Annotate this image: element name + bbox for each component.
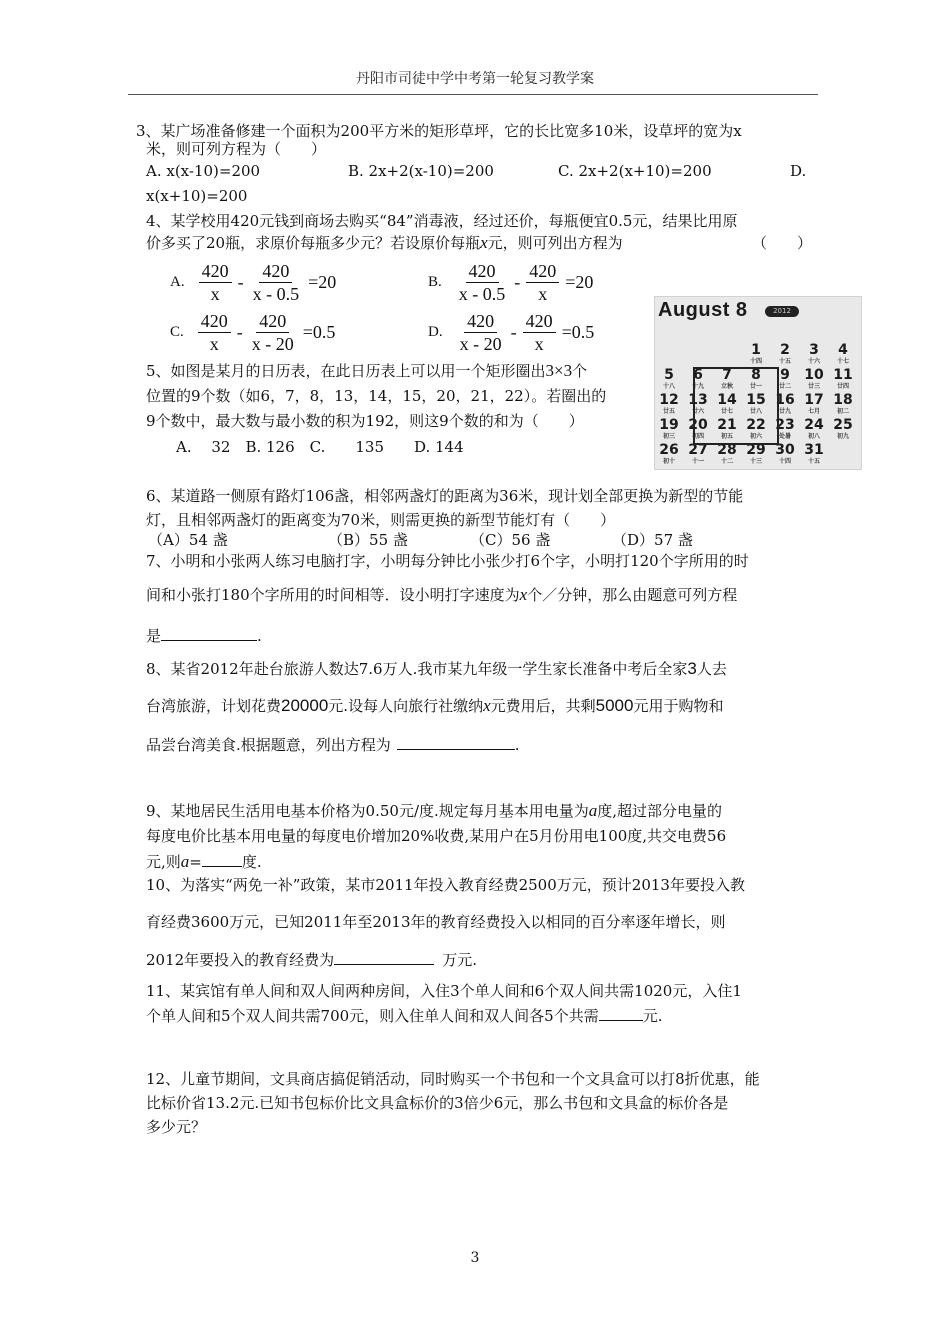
header-rule (128, 94, 818, 95)
calendar-day (831, 393, 855, 415)
calendar-day-lunar: 廿八 (749, 408, 762, 415)
calendar-day (715, 443, 739, 465)
calendar-day-number: 19 (659, 417, 679, 433)
calendar-day-number: 17 (804, 392, 824, 408)
calendar-day (831, 418, 855, 440)
calendar-day-number: 15 (746, 392, 766, 408)
calendar-day-number: 27 (688, 442, 708, 458)
q11-answer-blank[interactable] (599, 1006, 643, 1021)
q6-option-a: （A）54 盏 (148, 531, 228, 549)
calendar-day (802, 368, 826, 390)
q7-answer-blank[interactable] (161, 626, 257, 641)
calendar-day-number: 8 (751, 367, 761, 383)
calendar-day-lunar: 初四 (691, 433, 704, 440)
calendar-day (686, 443, 710, 465)
calendar-day-number: 6 (693, 367, 703, 383)
calendar-day-number: 30 (775, 442, 795, 458)
calendar-day (802, 393, 826, 415)
q5-line2: 位置的9个数（如6，7，8，13，14，15，20，21，22）。若圈出的 (146, 387, 607, 405)
q6-option-b: （B）55 盏 (328, 531, 408, 549)
calendar-selection-box (693, 367, 779, 445)
q4-line2: 价多买了20瓶，求原价每瓶多少元？若设原价每瓶x元，则可列出方程为 (146, 233, 623, 252)
q3-option-d: D. (790, 162, 807, 180)
calendar-day-lunar: 十七 (836, 358, 849, 365)
calendar-day-lunar: 廿四 (836, 383, 849, 390)
q10-line1: 10、为落实“两免一补”政策，某市2011年投入教育经费2500万元，预计2013年要投入教 (146, 876, 745, 894)
calendar-day (657, 393, 681, 415)
calendar-day-number: 28 (717, 442, 737, 458)
calendar-day-number: 18 (833, 392, 853, 408)
calendar-day-lunar: 廿九 (778, 408, 791, 415)
calendar-day-lunar: 七月 (807, 408, 820, 415)
q10-line2: 育经费3600万元，已知2011年至2013年的教育经费投入以相同的百分率逐年增长，则 (146, 913, 726, 931)
calendar-day (831, 343, 855, 365)
calendar-day-number: 5 (664, 367, 674, 383)
calendar-day-number: 24 (804, 417, 824, 433)
calendar-day-lunar: 处暑 (778, 433, 791, 440)
calendar-day-lunar: 十九 (691, 383, 704, 390)
calendar-day-number: 20 (688, 417, 708, 433)
q9-line2: 每度电价比基本用电量的每度电价增加20%收费,某用户在5月份用电100度,共交电费56 (146, 827, 727, 845)
calendar-day (831, 368, 855, 390)
q8-answer-blank[interactable] (397, 735, 515, 750)
calendar-day-number: 3 (809, 342, 819, 358)
calendar-day (773, 443, 797, 465)
calendar-day-number: 29 (746, 442, 766, 458)
q5-line3: 9个数中，最大数与最小数的积为192，则这9个数的和为（ ） (146, 412, 584, 430)
calendar-day-number: 1 (751, 342, 761, 358)
q9-line3: 元,则a= 度. (146, 852, 262, 871)
q4-line1: 4、某学校用420元钱到商场去购买“84”消毒液，经过还价，每瓶便宜0.5元，结果比用原 (146, 212, 738, 230)
calendar-day-number: 22 (746, 417, 766, 433)
q3-option-b: B. 2x+2(x-10)=200 (348, 162, 494, 180)
calendar-day-number: 4 (838, 342, 848, 358)
calendar-day (657, 368, 681, 390)
calendar-year-badge: 2012 (765, 306, 799, 317)
q3-option-a: A. x(x-10)=200 (146, 162, 261, 180)
q8-line2: 台湾旅游，计划花费20000元.设每人向旅行社缴纳x元费用后，共剩5000元用于购物和 (146, 696, 724, 715)
calendar-day-lunar: 十八 (662, 383, 675, 390)
calendar-day-number: 21 (717, 417, 737, 433)
q12-line3: 多少元？ (146, 1118, 207, 1136)
q7-line3: 是 . (146, 627, 262, 645)
q3-option-c: C. 2x+2(x+10)=200 (558, 162, 712, 180)
q6-line1: 6、某道路一侧原有路灯106盏，相邻两盏灯的距离为36米，现计划全部更换为新型的节能 (146, 487, 744, 505)
calendar-day-lunar: 廿五 (662, 408, 675, 415)
calendar-day-lunar: 十二 (720, 458, 733, 465)
q3-option-d-cont: x(x+10)=200 (146, 187, 248, 205)
q3-line2: 米，则可列方程为（ ） (146, 140, 327, 158)
q5-line1: 5、如图是某月的日历表，在此日历表上可以用一个矩形圈出3×3个 (146, 361, 588, 380)
calendar-day-number: 16 (775, 392, 795, 408)
q12-line2: 比标价省13.2元.已知书包标价比文具盒标价的3倍少6元，那么书包和文具盒的标价各是 (146, 1094, 729, 1112)
page-number: 3 (470, 1250, 480, 1266)
calendar-day-lunar: 初十 (662, 458, 675, 465)
calendar-day-number: 23 (775, 417, 795, 433)
calendar-day (657, 418, 681, 440)
calendar-day-lunar: 初八 (807, 433, 820, 440)
calendar-day-number: 9 (780, 367, 790, 383)
calendar-day-lunar: 十四 (778, 458, 791, 465)
calendar-day-lunar: 十四 (749, 358, 762, 365)
calendar-day-lunar: 初五 (720, 433, 733, 440)
q4-option-c: C. $\frac{420}{x}$ - $\frac{420}{x - 20}$ =0.5 (170, 311, 336, 354)
q7-line2: 间和小张打180个字所用的时间相等．设小明打字速度为x个／分钟，那么由题意可列方程 (146, 585, 738, 604)
q11-line1: 11、某宾馆有单人间和双人间两种房间，入住3个单人间和6个双人间共需1020元，入住1 (146, 982, 742, 1000)
q4-option-d: D. $\frac{420}{x - 20}$ - $\frac{420}{x}$ =0.5 (428, 311, 595, 354)
calendar-day-lunar: 初九 (836, 433, 849, 440)
q4-option-b: B. $\frac{420}{x - 0.5}$ - $\frac{420}{x}$ =20 (428, 261, 594, 304)
calendar-image (654, 296, 862, 470)
q7-line1: 7、小明和小张两人练习电脑打字，小明每分钟比小张少打6个字，小明打120个字所用的时 (146, 552, 749, 570)
calendar-day-number: 7 (722, 367, 732, 383)
calendar-day (744, 343, 768, 365)
calendar-title: August 8 (658, 299, 748, 321)
calendar-day-number: 26 (659, 442, 679, 458)
q3-line1: 3、某广场准备修建一个面积为200平方米的矩形草坪，它的长比宽多10米，设草坪的宽为x (136, 122, 742, 140)
calendar-day-lunar: 廿六 (691, 408, 704, 415)
calendar-day-number: 13 (688, 392, 708, 408)
calendar-day-lunar: 廿三 (807, 383, 820, 390)
calendar-day-lunar: 廿二 (778, 383, 791, 390)
calendar-day-lunar: 初三 (662, 433, 675, 440)
q9-answer-blank[interactable] (202, 852, 242, 867)
calendar-day (744, 443, 768, 465)
q6-line2: 灯，且相邻两盏灯的距离变为70米，则需更换的新型节能灯有（ ） (146, 511, 616, 529)
calendar-day (802, 418, 826, 440)
calendar-day-number: 25 (833, 417, 853, 433)
calendar-day-lunar: 立秋 (720, 383, 733, 390)
calendar-day-lunar: 十五 (807, 458, 820, 465)
calendar-day-number: 10 (804, 367, 824, 383)
calendar-day-lunar: 十五 (778, 358, 791, 365)
q8-line3: 品尝台湾美食.根据题意，列出方程为 . (146, 736, 520, 754)
calendar-day (802, 343, 826, 365)
calendar-day (802, 443, 826, 465)
q11-line2: 个单人间和5个双人间共需700元，则入住单人间和双人间各5个共需 元. (146, 1007, 663, 1025)
q4-option-a: A. $\frac{420}{x}$ - $\frac{420}{x - 0.5}$ =20 (170, 261, 337, 304)
calendar-day (657, 443, 681, 465)
calendar-day-number: 14 (717, 392, 737, 408)
q5-options: A. 32 B. 126 C. 135 D. 144 (176, 438, 464, 456)
q8-line1: 8、某省2012年赴台旅游人数达7.6万人.我市某九年级一学生家长准备中考后全家3人去 (146, 659, 727, 678)
q9-line1: 9、某地居民生活用电基本价格为0.50元/度.规定每月基本用电量为a度,超过部分电量的 (146, 801, 723, 820)
calendar-day-lunar: 十三 (749, 458, 762, 465)
q4-answer-paren: （ ） (752, 234, 813, 252)
calendar-day-lunar: 初二 (836, 408, 849, 415)
calendar-day-number: 2 (780, 342, 790, 358)
q6-option-d: （D）57 盏 (612, 531, 693, 549)
calendar-day-lunar: 十一 (691, 458, 704, 465)
q10-answer-blank[interactable] (334, 950, 434, 965)
calendar-day-number: 12 (659, 392, 679, 408)
q6-option-c: （C）56 盏 (470, 531, 551, 549)
calendar-day-number: 11 (833, 367, 853, 383)
calendar-day (773, 343, 797, 365)
calendar-day-lunar: 廿七 (720, 408, 733, 415)
q10-line3: 2012年要投入的教育经费为 万元. (146, 951, 477, 969)
q12-line1: 12、儿童节期间，文具商店搞促销活动，同时购买一个书包和一个文具盒可以打8折优惠，能 (146, 1070, 760, 1088)
calendar-day-lunar: 廿一 (749, 383, 762, 390)
calendar-day-lunar: 十六 (807, 358, 820, 365)
calendar-day-number: 31 (804, 442, 824, 458)
calendar-day-lunar: 初六 (749, 433, 762, 440)
page-header: 丹阳市司徒中学中考第一轮复习教学案 (356, 71, 594, 87)
